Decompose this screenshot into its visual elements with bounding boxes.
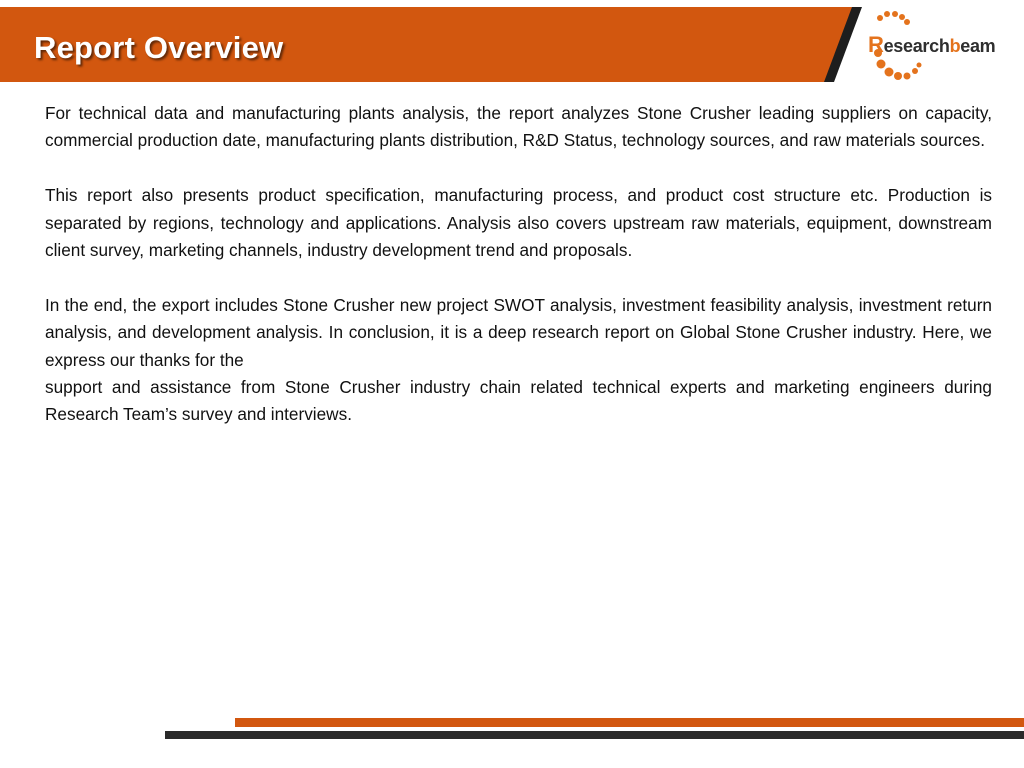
logo-text-eam: eam [960, 36, 996, 56]
logo-text-esearch: esearch [883, 36, 950, 56]
logo-wordmark [868, 32, 995, 58]
footer-orange-bar [235, 718, 1024, 727]
page-title: Report Overview [34, 30, 284, 65]
logo-letter-b: b [949, 36, 961, 56]
paragraph-2: This report also presents product specification, manufacturing process, and product cost structure etc. Production is separated by regions, technology and applications. Analysis also covers upstream raw materials, equipment, downstream client survey, marketing channels, industry development trend and proposals. [45, 185, 992, 261]
paragraph-1: For technical data and manufacturing plants analysis, the report analyzes Stone Crusher leading suppliers on capacity, commercial production date, manufacturing plants distribution, R&D Status, technology sources, and raw materials sources. [45, 103, 992, 151]
paragraph-3: In the end, the export includes Stone Crusher new project SWOT analysis, investment feasibility analysis, investment return analysis, and development analysis. In conclusion, it is a deep research report on Global Stone Crusher industry. Here, we express our thanks for the [45, 294, 992, 370]
footer-dark-bar [165, 731, 1024, 739]
content-body [45, 100, 992, 429]
paragraph-4: support and assistance from Stone Crusher industry chain related technical experts and marketing engineers during Research Team’s survey and interviews. [45, 377, 992, 425]
logo-letter-r: R [868, 32, 884, 57]
